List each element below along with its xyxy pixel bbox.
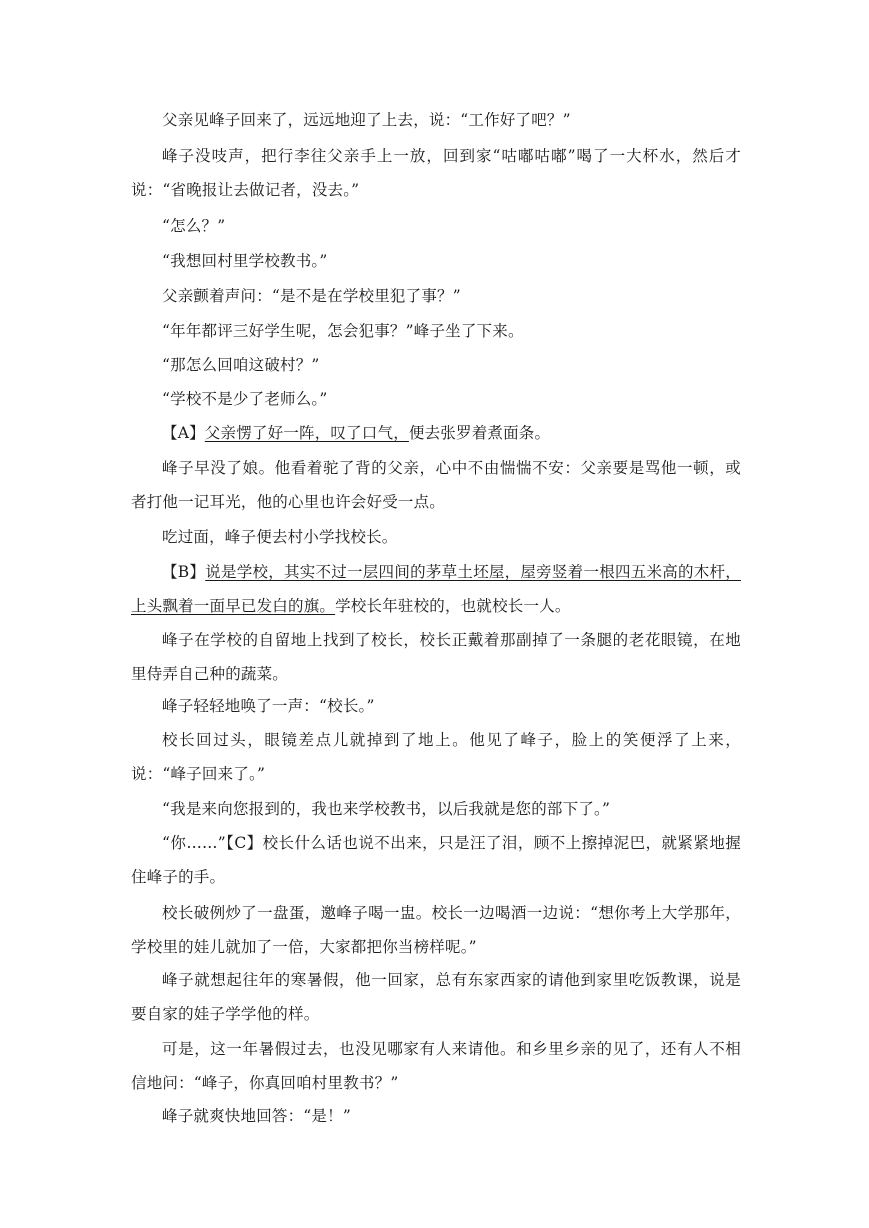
paragraph	[131, 689, 741, 723]
paragraph-text: 校长回过头，眼镜差点儿就掉到了地上。他见了峰子，脸上的笑便浮了上来，说：“峰子回来了。”	[131, 731, 741, 783]
paragraph-text: “我想回村里学校教书。”	[162, 252, 328, 270]
paragraph-text: 峰子就爽快地回答：“是！”	[162, 1107, 351, 1125]
paragraph	[131, 723, 741, 791]
paragraph-text: 吃过面，峰子便去村小学找校长。	[162, 528, 398, 546]
paragraph	[131, 1032, 741, 1100]
paragraph	[131, 963, 741, 1031]
paragraph-text: 【B】	[162, 563, 206, 581]
paragraph	[131, 451, 741, 519]
paragraph-text: 学校长年驻校的，也就校长一人。	[335, 597, 571, 615]
paragraph-text: 峰子没吱声，把行李往父亲手上一放，回到家“咕嘟咕嘟”喝了一大杯水，然后才说：“省晚报让去做记者，没去。”	[131, 147, 741, 199]
paragraph-text: 父亲颤着声问：“是不是在学校里犯了事？”	[162, 287, 461, 305]
paragraph-text: 可是，这一年暑假过去，也没见哪家有人来请他。和乡里乡亲的见了，还有人不相信地问：“峰子，你真回咱村里教书？”	[131, 1040, 741, 1092]
paragraph-text: “学校不是少了老师么。”	[162, 390, 328, 408]
paragraph-text: “年年都评三好学生呢，怎会犯事？”峰子坐了下来。	[162, 322, 524, 340]
paragraph-text: 峰子早没了娘。他看着驼了背的父亲，心中不由惴惴不安：父亲要是骂他一顿，或者打他一记耳光，他的心里也许会好受一点。	[131, 459, 741, 511]
paragraph-text: “你……”【C】校长什么话也说不出来，只是汪了泪，顾不上擦掉泥巴，就紧紧地握住峰子的手。	[131, 834, 741, 886]
paragraph	[131, 623, 741, 691]
paragraph	[131, 826, 741, 894]
paragraph	[131, 279, 741, 313]
paragraph	[131, 382, 741, 416]
paragraph	[131, 348, 741, 382]
underlined-text: 说是学校，其实不过一层四间的茅草土坯屋，屋旁竖着一根四五米高的木杆，上头飘着一面早已发白的旗。	[131, 563, 741, 615]
paragraph-text: “怎么？”	[162, 217, 226, 235]
paragraph-text: 校长破例炒了一盘蛋，邀峰子喝一盅。校长一边喝酒一边说：“想你考上大学那年，学校里的娃儿就加了一倍，大家都把你当榜样呢。”	[131, 904, 741, 956]
underlined-text: 父亲愣了好一阵，叹了口气，	[204, 424, 409, 442]
paragraph	[131, 139, 741, 207]
paragraph	[131, 244, 741, 278]
paragraph-text: 峰子在学校的自留地上找到了校长，校长正戴着那副掉了一条腿的老花眼镜，在地里侍弄自己种的蔬菜。	[131, 631, 741, 683]
paragraph-text: 峰子就想起往年的寒暑假，他一回家，总有东家西家的请他到家里吃饭教课，说是要自家的娃子学学他的样。	[131, 971, 741, 1023]
paragraph-text: 便去张罗着煮面条。	[408, 424, 551, 442]
paragraph	[131, 792, 741, 826]
paragraph-text: “那怎么回咱这破村？”	[162, 356, 320, 374]
paragraph	[131, 103, 741, 137]
paragraph	[131, 314, 741, 348]
paragraph	[131, 209, 741, 243]
paragraph	[131, 416, 741, 450]
paragraph	[131, 555, 741, 623]
paragraph-text: 【A】	[162, 424, 205, 442]
paragraph-text: 父亲见峰子回来了，远远地迎了上去，说：“工作好了吧？”	[162, 111, 571, 129]
paragraph	[131, 1099, 741, 1133]
paragraph	[131, 520, 741, 554]
paragraph	[131, 896, 741, 964]
paragraph-text: 峰子轻轻地唤了一声：“校长。”	[162, 697, 375, 715]
paragraph-text: “我是来向您报到的，我也来学校教书，以后我就是您的部下了。”	[162, 800, 611, 818]
